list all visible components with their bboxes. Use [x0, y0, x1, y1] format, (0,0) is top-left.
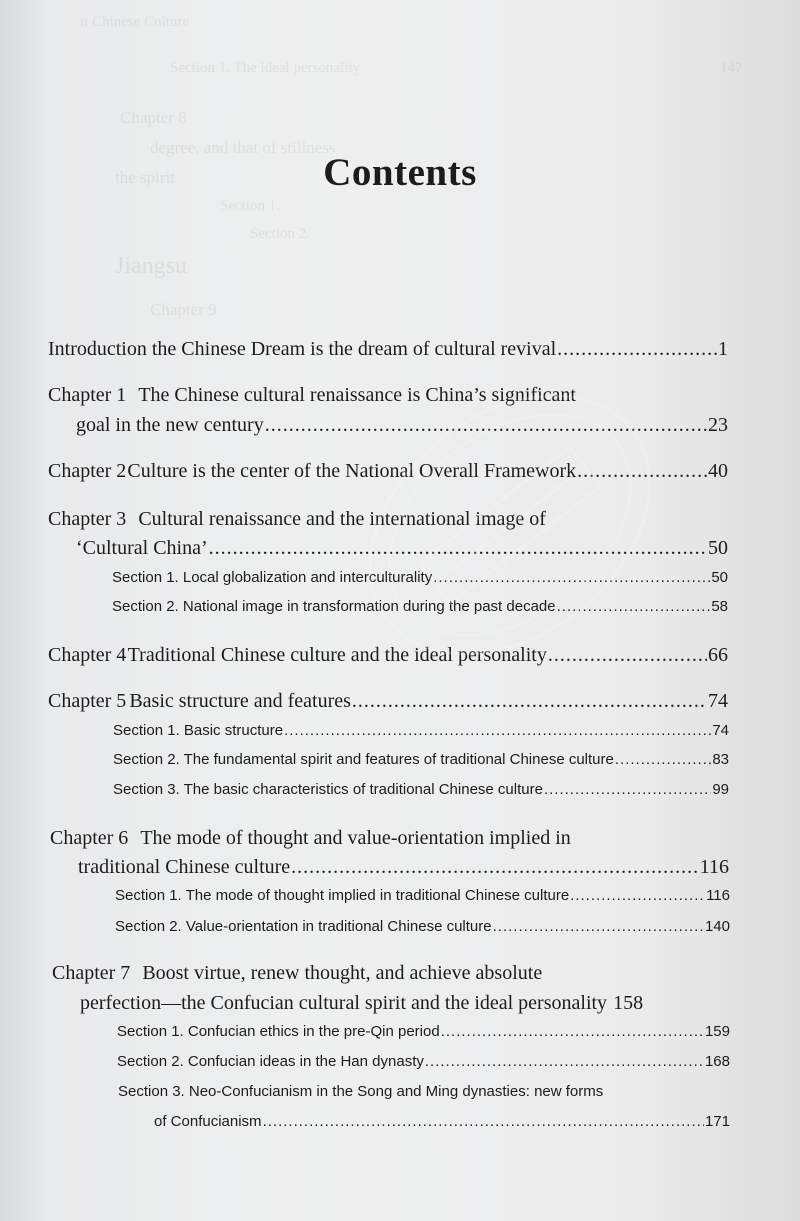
show-through-text: ıı Chinese Culture Section 1. The ideal personality 147 Chapter 8 degree, and that of stillness the spirit Section 1. Section 2. Jiangsu Chapter 9 — [80, 14, 743, 319]
dot-leader — [615, 751, 711, 768]
toc-entry-chapter-1[interactable] — [48, 384, 728, 407]
toc-section[interactable] — [117, 1023, 730, 1040]
page-number: 58 — [711, 598, 728, 615]
page-number: 1 — [718, 338, 728, 360]
chapter-label: Chapter 7 — [52, 962, 131, 984]
toc-entry-chapter-5[interactable] — [48, 690, 728, 713]
dot-leader — [265, 414, 707, 437]
toc-section[interactable] — [113, 781, 729, 798]
page-number: 83 — [712, 751, 729, 768]
section-title: Section 2. The fundamental spirit and features of traditional Chinese culture — [113, 751, 614, 768]
toc-entry-chapter-2[interactable] — [48, 460, 728, 483]
section-title: Section 2. National image in transformation during the past decade — [112, 598, 556, 615]
section-title: Section 2. Value-orientation in traditional Chinese culture — [115, 918, 492, 935]
entry-title: Culture is the center of the National Overall Framework — [127, 460, 577, 482]
toc-section[interactable] — [112, 598, 728, 615]
dot-leader — [548, 644, 707, 667]
section-title: of Confucianism — [154, 1113, 262, 1130]
entry-title: Traditional Chinese culture and the ideal personality — [127, 644, 547, 666]
page-number: 116 — [699, 856, 729, 878]
dot-leader — [284, 722, 711, 739]
chapter-label: Chapter 5 — [48, 690, 127, 712]
chapter-label: Chapter 6 — [50, 827, 129, 849]
dot-leader — [352, 690, 707, 713]
page-number: 99 — [712, 781, 729, 798]
toc-section[interactable] — [113, 751, 729, 768]
dot-leader — [263, 1113, 704, 1130]
entry-title: The Chinese cultural renaissance is China’s significant — [138, 384, 576, 406]
entry-title: Boost virtue, renew thought, and achieve absolute — [142, 962, 543, 984]
chapter-label: Chapter 1 — [48, 384, 127, 406]
section-title: Section 1. The mode of thought implied in traditional Chinese culture — [115, 887, 570, 904]
dot-leader — [557, 338, 717, 361]
toc-entry-chapter-6[interactable] — [50, 827, 730, 850]
toc-section[interactable] — [115, 918, 730, 935]
page-number: 159 — [704, 1023, 730, 1040]
dot-leader — [570, 887, 705, 904]
page-number: 158 — [613, 992, 644, 1014]
page-number: 50 — [711, 569, 728, 586]
toc-entry-introduction[interactable] — [48, 338, 728, 361]
page-number: 66 — [708, 644, 728, 666]
entry-title: Basic structure and features — [129, 690, 351, 712]
section-title: Section 2. Confucian ideas in the Han dynasty — [117, 1053, 424, 1070]
entry-title: traditional Chinese culture — [78, 856, 291, 878]
entry-title: Cultural renaissance and the international image of — [138, 508, 546, 530]
section-title: Section 3. The basic characteristics of traditional Chinese culture — [113, 781, 543, 798]
toc-section[interactable] — [115, 887, 730, 904]
toc-entry-chapter-7[interactable] — [52, 962, 732, 985]
entry-title: perfection—the Confucian cultural spirit and the ideal personality — [80, 992, 608, 1014]
page-number: 50 — [708, 537, 728, 559]
page-number: 40 — [708, 460, 728, 482]
entry-title: ‘Cultural China’ — [76, 537, 208, 559]
dot-leader — [291, 856, 699, 879]
page-title: Contents — [323, 151, 477, 194]
page-number: 171 — [704, 1113, 730, 1130]
toc-section[interactable] — [118, 1083, 730, 1100]
section-title: Section 1. Confucian ethics in the pre-Qin period — [117, 1023, 440, 1040]
toc-entry-chapter-3[interactable] — [48, 508, 728, 531]
section-title: Section 1. Local globalization and interculturality — [112, 569, 433, 586]
page-number: 116 — [706, 887, 730, 904]
dot-leader — [433, 569, 710, 586]
dot-leader — [557, 598, 711, 615]
entry-title: goal in the new century — [76, 414, 264, 436]
dot-leader — [544, 781, 711, 798]
page-number: 168 — [704, 1053, 730, 1070]
toc-entry-chapter-3-cont[interactable] — [76, 537, 728, 560]
toc-entry-chapter-7-cont[interactable] — [80, 992, 730, 1015]
page-number: 74 — [708, 690, 728, 712]
toc-section[interactable] — [113, 722, 729, 739]
dot-leader — [425, 1053, 704, 1070]
toc-section[interactable] — [117, 1053, 730, 1070]
section-title: Section 1. Basic structure — [113, 722, 284, 739]
toc-entry-chapter-1-cont[interactable] — [76, 414, 728, 437]
entry-title: The mode of thought and value-orientation implied in — [140, 827, 571, 849]
dot-leader — [577, 460, 707, 483]
section-title: Section 3. Neo-Confucianism in the Song and Ming dynasties: new forms — [118, 1083, 604, 1100]
dot-leader — [493, 918, 704, 935]
entry-title: Introduction the Chinese Dream is the dream of cultural revival — [48, 338, 557, 360]
page-number: 140 — [704, 918, 730, 935]
chapter-label: Chapter 2 — [48, 460, 127, 482]
dot-leader — [209, 537, 707, 560]
toc-section-cont[interactable] — [154, 1113, 730, 1130]
chapter-label: Chapter 3 — [48, 508, 127, 530]
toc-entry-chapter-4[interactable] — [48, 644, 728, 667]
toc-entry-chapter-6-cont[interactable] — [78, 856, 729, 879]
page-number: 74 — [712, 722, 729, 739]
toc-section[interactable] — [112, 569, 728, 586]
page-number: 23 — [708, 414, 728, 436]
chapter-label: Chapter 4 — [48, 644, 127, 666]
dot-leader — [441, 1023, 704, 1040]
